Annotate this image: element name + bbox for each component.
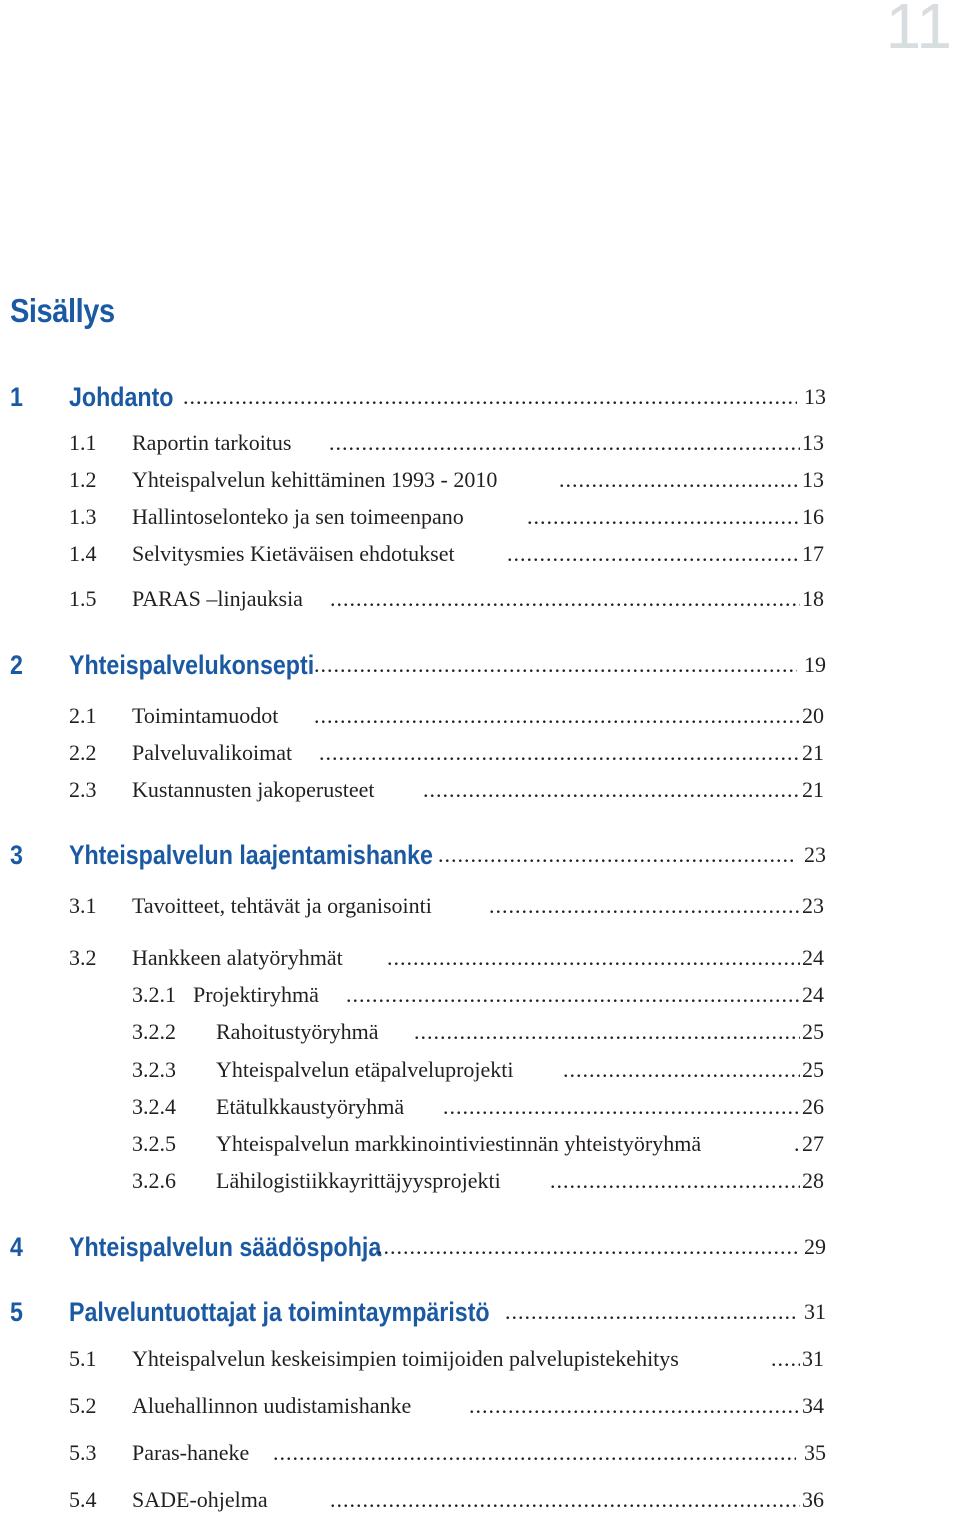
section-number: 1.4 — [69, 541, 97, 566]
toc-section[interactable] — [0, 837, 960, 873]
page-reference: 35 — [804, 1440, 826, 1465]
page-reference: 23 — [804, 842, 826, 867]
section-title: Hallintoselonteko ja sen toimeenpano — [132, 504, 464, 529]
page-reference: 19 — [804, 652, 826, 677]
section-number: 3.2.6 — [132, 1168, 176, 1193]
section-number: 1.1 — [69, 430, 97, 455]
page-reference: 31 — [804, 1299, 826, 1324]
toc-subsection[interactable] — [0, 462, 960, 498]
section-number: 3.2.4 — [132, 1094, 176, 1119]
page-reference: 20 — [802, 703, 824, 728]
section-number: 3 — [10, 840, 23, 870]
dot-leader — [563, 1052, 800, 1088]
dot-leader — [794, 1126, 800, 1162]
section-number: 3.2.3 — [132, 1057, 176, 1082]
toc-subsection[interactable] — [0, 425, 960, 461]
page-reference: 25 — [802, 1057, 824, 1082]
page-reference: 18 — [802, 586, 824, 611]
section-title: Selvitysmies Kietäväisen ehdotukset — [132, 541, 455, 566]
page-reference: 21 — [802, 740, 824, 765]
dot-leader — [443, 1089, 800, 1125]
section-number: 4 — [10, 1232, 23, 1262]
section-number: 5.4 — [69, 1487, 97, 1512]
section-number: 2.3 — [69, 777, 97, 802]
section-number: 3.2.1 — [132, 982, 176, 1007]
dot-leader — [771, 1341, 800, 1377]
toc-section[interactable] — [0, 1229, 960, 1265]
toc-subsection[interactable] — [0, 1341, 960, 1377]
page-number: 11 — [885, 0, 952, 62]
toc-subsection[interactable] — [0, 536, 960, 572]
toc-subsubsection[interactable] — [0, 1126, 960, 1162]
dot-leader — [330, 1482, 800, 1518]
section-number: 3.2.2 — [132, 1019, 176, 1044]
section-number: 5.3 — [69, 1440, 97, 1465]
page-reference: 21 — [802, 777, 824, 802]
section-number: 1 — [10, 382, 23, 412]
section-title: PARAS –linjauksia — [132, 586, 303, 611]
dot-leader — [329, 425, 800, 461]
section-title: Palveluntuottajat ja toimintaympäristö — [69, 1297, 490, 1327]
page-reference: 26 — [802, 1094, 824, 1119]
page-reference: 28 — [802, 1168, 824, 1193]
section-title: Yhteispalvelun etäpalveluprojekti — [216, 1057, 514, 1082]
page-title: Sisällys — [10, 292, 115, 329]
dot-leader — [438, 837, 797, 873]
section-number: 3.2.5 — [132, 1131, 176, 1156]
page-reference: 13 — [802, 430, 824, 455]
dot-leader — [183, 379, 797, 415]
dot-leader — [414, 1014, 800, 1050]
dot-leader — [469, 1388, 800, 1424]
section-number: 5 — [10, 1297, 23, 1327]
dot-leader — [330, 581, 800, 617]
section-title: Rahoitustyöryhmä — [216, 1019, 379, 1044]
dot-leader — [559, 462, 800, 498]
dot-leader — [377, 1229, 797, 1265]
toc-subsubsection[interactable] — [0, 977, 960, 1013]
section-number: 5.1 — [69, 1346, 97, 1371]
section-number: 3.2 — [69, 945, 97, 970]
toc-subsection[interactable] — [0, 1435, 960, 1471]
page-reference: 24 — [802, 945, 824, 970]
toc-subsubsection[interactable] — [0, 1052, 960, 1088]
page-reference: 25 — [802, 1019, 824, 1044]
dot-leader — [314, 647, 797, 683]
section-title: Hankkeen alatyöryhmät — [132, 945, 343, 970]
section-title: Yhteispalvelukonsepti — [69, 650, 315, 680]
section-number: 1.3 — [69, 504, 97, 529]
section-number: 1.2 — [69, 467, 97, 492]
toc-section[interactable] — [0, 1294, 960, 1330]
section-title: Aluehallinnon uudistamishanke — [132, 1393, 412, 1418]
section-title: Kustannusten jakoperusteet — [132, 777, 375, 802]
section-title: Tavoitteet, tehtävät ja organisointi — [132, 893, 432, 918]
section-title: SADE-ohjelma — [132, 1487, 268, 1512]
section-title: Yhteispalvelun säädöspohja — [69, 1232, 382, 1262]
dot-leader — [527, 499, 800, 535]
section-title: Toimintamuodot — [132, 703, 279, 728]
dot-leader — [550, 1163, 800, 1199]
toc-subsection[interactable] — [0, 698, 960, 734]
toc-subsubsection[interactable] — [0, 1089, 960, 1125]
toc-subsection[interactable] — [0, 1388, 960, 1424]
toc-section[interactable] — [0, 647, 960, 683]
page-reference: 24 — [802, 982, 824, 1007]
section-number: 5.2 — [69, 1393, 97, 1418]
section-title: Lähilogistiikkayrittäjyysprojekti — [216, 1168, 501, 1193]
toc-subsection[interactable] — [0, 940, 960, 976]
page-reference: 13 — [804, 384, 826, 409]
section-title: Projektiryhmä — [193, 982, 319, 1007]
section-title: Paras-haneke — [132, 1440, 250, 1465]
page-reference: 17 — [802, 541, 824, 566]
page-reference: 23 — [802, 893, 824, 918]
section-number: 1.5 — [69, 586, 97, 611]
section-number: 2.1 — [69, 703, 97, 728]
page-reference: 27 — [802, 1131, 824, 1156]
section-title: Yhteispalvelun kehittäminen 1993 - 2010 — [132, 467, 498, 492]
dot-leader — [489, 888, 800, 924]
toc-subsection[interactable] — [0, 888, 960, 924]
toc-subsubsection[interactable] — [0, 1014, 960, 1050]
section-title: Yhteispalvelun markkinointiviestinnän yhteistyöryhmä — [216, 1131, 702, 1156]
dot-leader — [319, 735, 800, 771]
section-title: Palveluvalikoimat — [132, 740, 293, 765]
toc-subsubsection[interactable] — [0, 1163, 960, 1199]
dot-leader — [273, 1435, 796, 1471]
dot-leader — [423, 772, 800, 808]
page-reference: 31 — [802, 1346, 824, 1371]
section-number: 2 — [10, 650, 23, 680]
page-reference: 29 — [804, 1234, 826, 1259]
page-reference: 13 — [802, 467, 824, 492]
page-reference: 34 — [802, 1393, 824, 1418]
dot-leader — [346, 977, 800, 1013]
dot-leader — [505, 1294, 797, 1330]
toc-subsection[interactable] — [0, 499, 960, 535]
toc-subsection[interactable] — [0, 1482, 960, 1518]
section-title: Johdanto — [69, 382, 174, 412]
toc-section[interactable] — [0, 379, 960, 415]
section-title: Yhteispalvelun keskeisimpien toimijoiden palvelupistekehitys — [132, 1346, 679, 1371]
section-number: 3.1 — [69, 893, 97, 918]
section-title: Etätulkkaustyöryhmä — [216, 1094, 405, 1119]
section-title: Raportin tarkoitus — [132, 430, 292, 455]
section-number: 2.2 — [69, 740, 97, 765]
toc-subsection[interactable] — [0, 772, 960, 808]
dot-leader — [507, 536, 800, 572]
section-title: Yhteispalvelun laajentamishanke — [69, 840, 433, 870]
toc-subsection[interactable] — [0, 581, 960, 617]
toc-subsection[interactable] — [0, 735, 960, 771]
page-reference: 16 — [802, 504, 824, 529]
dot-leader — [387, 940, 800, 976]
page-reference: 36 — [802, 1487, 824, 1512]
dot-leader — [314, 698, 800, 734]
